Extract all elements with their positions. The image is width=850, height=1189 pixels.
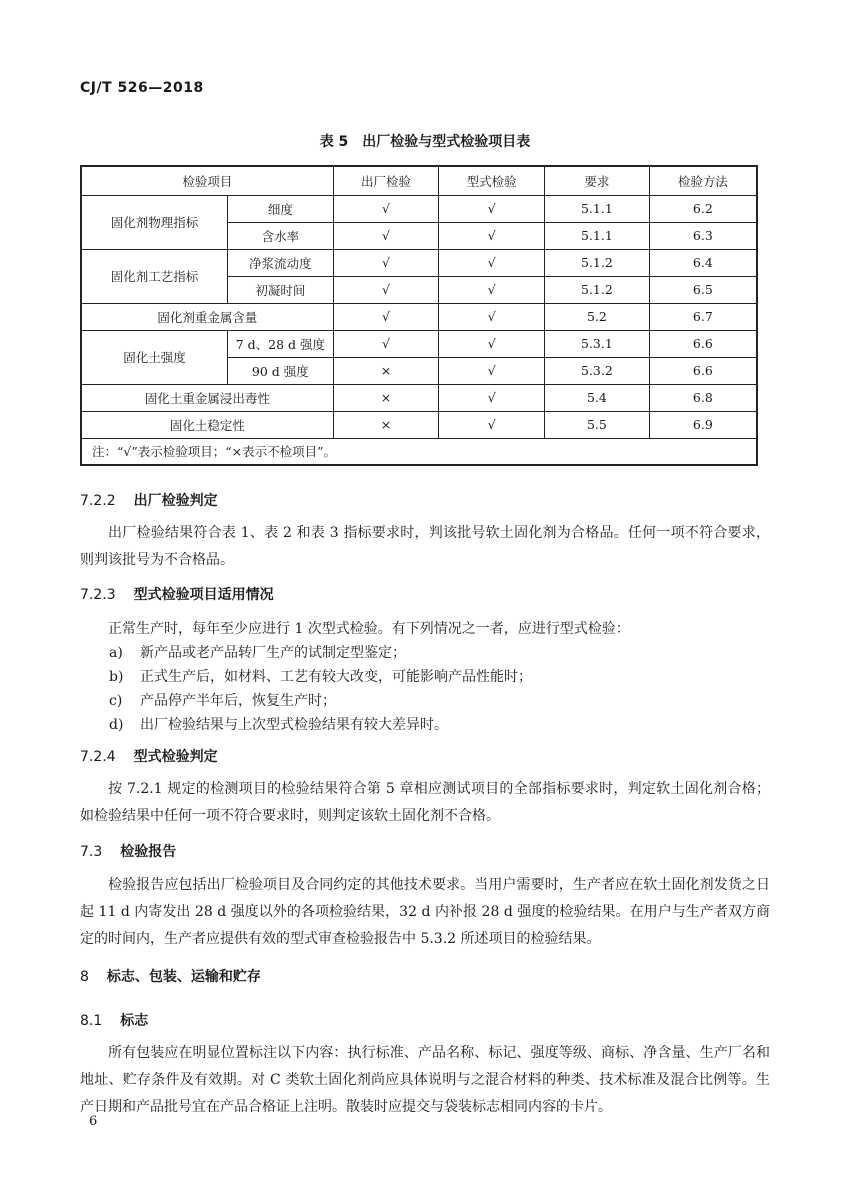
section-7-2-2-heading [80,490,218,510]
section-7-3-paragraph: 检验报告应包括出厂检验项目及合同约定的其他技术要求。当用户需要时，生产者应在软土固化剂发货之日起 11 d 内寄发出 28 d 强度以外的各项检验结果，32 d 内补报 28 d 强度的检验结果。在用户与生产者双方商定的时间内，生产者应提供有效的型式审查检验报告中 5.3.2 所述项目的检验结果。 [80,877,770,947]
method-cell: 6.7 [649,303,757,330]
section-title: 标志 [120,1013,149,1029]
table-row [81,411,757,438]
method-cell: 6.6 [649,330,757,357]
column-header: 型式检验 [439,166,545,195]
section-8-1-paragraph: 所有包装应在明显位置标注以下内容：执行标准、产品名称、标记、强度等级、商标、净含量、生产厂名和地址、贮存条件及有效期。对 C 类软土固化剂尚应具体说明与之混合材料的种类、技术标准及混合比例等。生产日期和产品批号宜在产品合格证上注明。散装时应提交与袋装标志相同内容的卡片。 [80,1045,770,1115]
section-7-2-4-paragraph: 按 7.2.1 规定的检测项目的检验结果符合第 5 章相应测试项目的全部指标要求时，判定软土固化剂合格；如检验结果中任何一项不符合要求时，则判定该软土固化剂不合格。 [80,781,770,824]
sub-item-cell: 净浆流动度 [228,249,334,276]
standard-code: CJ/T 526—2018 [80,80,204,96]
type-cell: √ [439,195,545,222]
list-text: 新产品或老产品转厂生产的试制定型鉴定； [140,645,406,661]
table-row [81,195,757,222]
group-cell: 固化剂物理指标 [81,195,228,249]
section-title: 型式检验项目适用情况 [133,587,274,603]
method-cell: 6.9 [649,411,757,438]
section-7-2-4-heading [80,746,218,766]
type-cell: √ [439,249,545,276]
section-7-2-3-heading [80,584,274,604]
column-header: 出厂检验 [333,166,439,195]
list-item [109,665,532,689]
section-7-3-heading [80,841,176,861]
column-header: 检验方法 [649,166,757,195]
column-header: 要求 [545,166,650,195]
section-title: 标志、包装、运输和贮存 [106,969,261,985]
type-cell: √ [439,411,545,438]
list-item [109,641,406,665]
requirement-cell: 5.1.2 [545,276,650,303]
factory-cell: √ [333,249,439,276]
requirement-cell: 5.4 [545,384,650,411]
table-row [81,249,757,276]
column-header: 检验项目 [81,166,333,195]
table-row [81,384,757,411]
factory-cell: × [333,384,439,411]
group-cell: 固化剂工艺指标 [81,249,228,303]
page-number: 6 [89,1114,98,1129]
requirement-cell: 5.3.1 [545,330,650,357]
section-number: 7.2.2 [80,493,116,509]
section-7-2-2-paragraph: 出厂检验结果符合表 1、表 2 和表 3 指标要求时，判该批号软土固化剂为合格品。任何一项不符合要求，则判该批号为不合格品。 [80,525,770,568]
sub-item-cell: 含水率 [228,222,334,249]
table-row [81,330,757,357]
requirement-cell: 5.2 [545,303,650,330]
type-cell: √ [439,357,545,384]
factory-cell: √ [333,195,439,222]
section-8-1-heading [80,1010,148,1030]
list-item [109,689,336,713]
factory-cell: √ [333,330,439,357]
list-label: d) [109,717,124,733]
section-number: 7.2.3 [80,587,116,603]
table-note: 注：“√”表示检验项目；“×表示不检项目”。 [81,438,757,465]
item-cell: 固化土重金属浸出毒性 [81,384,333,411]
requirement-cell: 5.1.1 [545,222,650,249]
section-title: 型式检验判定 [133,749,218,765]
list-label: a) [109,645,123,661]
section-7-2-3-paragraph: 正常生产时，每年至少应进行 1 次型式检验。有下列情况之一者，应进行型式检验： [108,621,630,637]
table-note-row [81,438,757,465]
factory-cell: √ [333,276,439,303]
factory-cell: √ [333,222,439,249]
list-item [109,713,448,737]
requirement-cell: 5.3.2 [545,357,650,384]
method-cell: 6.2 [649,195,757,222]
list-text: 产品停产半年后，恢复生产时； [140,693,336,709]
factory-cell: × [333,411,439,438]
section-number: 8.1 [80,1013,103,1029]
section-number: 7.2.4 [80,749,116,765]
group-cell: 固化土强度 [81,330,228,384]
table-header-row [81,166,757,195]
method-cell: 6.3 [649,222,757,249]
list-text: 出厂检验结果与上次型式检验结果有较大差异时。 [140,717,448,733]
table-row [81,303,757,330]
list-text: 正式生产后，如材料、工艺有较大改变，可能影响产品性能时； [140,669,532,685]
inspection-items-table [80,165,758,466]
type-cell: √ [439,384,545,411]
section-title: 检验报告 [120,844,177,860]
method-cell: 6.6 [649,357,757,384]
table-caption: 表 5 出厂检验与型式检验项目表 [319,134,531,150]
type-cell: √ [439,303,545,330]
factory-cell: × [333,357,439,384]
requirement-cell: 5.1.2 [545,249,650,276]
method-cell: 6.4 [649,249,757,276]
method-cell: 6.8 [649,384,757,411]
item-cell: 固化剂重金属含量 [81,303,333,330]
type-cell: √ [439,276,545,303]
requirement-cell: 5.1.1 [545,195,650,222]
list-label: b) [109,669,124,685]
sub-item-cell: 7 d、28 d 强度 [228,330,334,357]
requirement-cell: 5.5 [545,411,650,438]
sub-item-cell: 初凝时间 [228,276,334,303]
chapter-8-heading [80,966,261,986]
factory-cell: √ [333,303,439,330]
type-cell: √ [439,222,545,249]
method-cell: 6.5 [649,276,757,303]
type-cell: √ [439,330,545,357]
sub-item-cell: 90 d 强度 [228,357,334,384]
item-cell: 固化土稳定性 [81,411,333,438]
sub-item-cell: 细度 [228,195,334,222]
section-number: 7.3 [80,844,103,860]
section-title: 出厂检验判定 [133,493,218,509]
section-number: 8 [80,969,89,985]
list-label: c) [109,693,123,709]
